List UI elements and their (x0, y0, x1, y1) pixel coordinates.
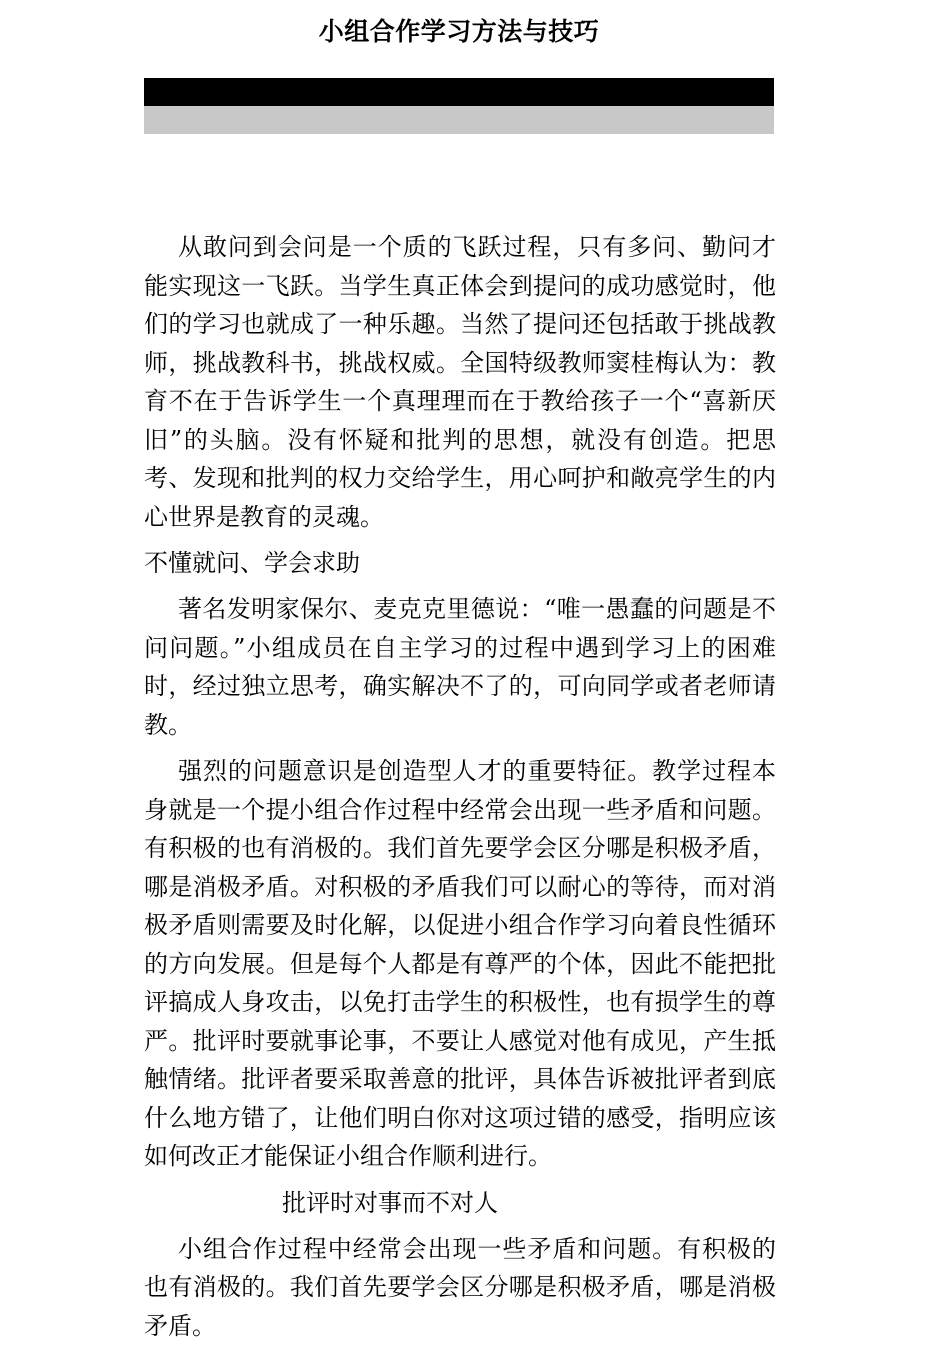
header-gray-bar (144, 106, 774, 134)
paragraph-asking: 从敢问到会问是一个质的飞跃过程，只有多问、勤问才能实现这一飞跃。当学生真正体会到提问的成功感觉时，他们的学习也就成了一种乐趣。当然了提问还包括敢于挑战教师，挑战教科书，挑战权威。全国特级教师窦桂梅认为：教育不在于告诉学生一个真理理而在于教给孩子一个“喜新厌旧”的头脑。没有怀疑和批判的思想，就没有创造。把思考、发现和批判的权力交给学生，用心呵护和敞亮学生的内心世界是教育的灵魂。 (144, 233, 776, 531)
paragraph-quote: 著名发明家保尔、麦克克里德说：“唯一愚蠢的问题是不问问题。”小组成员在自主学习的过程中遇到学习上的困难时，经过独立思考，确实解决不了的，可向同学或者老师请教。 (144, 595, 776, 739)
header-black-bar (144, 78, 774, 106)
document-title: 小组合作学习方法与技巧 (318, 17, 600, 46)
paragraph-problem-awareness: 强烈的问题意识是创造型人才的重要特征。教学过程本身就是一个提小组合作过程中经常会出现一些矛盾和问题。有积极的也有消极的。我们首先要学会区分哪是积极矛盾，哪是消极矛盾。对积极的矛盾我们可以耐心的等待，而对消极矛盾则需要及时化解，以促进小组合作学习向着良性循环的方向发展。但是每个人都是有尊严的个体，因此不能把批评搞成人身攻击，以免打击学生的积极性，也有损学生的尊严。批评时要就事论事，不要让人感觉对他有成见，产生抵触情绪。批评者要采取善意的批评，具体告诉被批评者到底什么地方错了，让他们明白你对这项过错的感受，指明应该如何改正才能保证小组合作顺利进行。 (144, 757, 776, 1170)
section-heading-criticism: 批评时对事而不对人 (282, 1188, 498, 1217)
section-heading-ask-for-help: 不懂就问、学会求助 (144, 549, 360, 577)
paragraph-conflicts: 小组合作过程中经常会出现一些矛盾和问题。有积极的也有消极的。我们首先要学会区分哪是积极矛盾，哪是消极矛盾。 (144, 1234, 776, 1340)
document-body (144, 228, 776, 1353)
